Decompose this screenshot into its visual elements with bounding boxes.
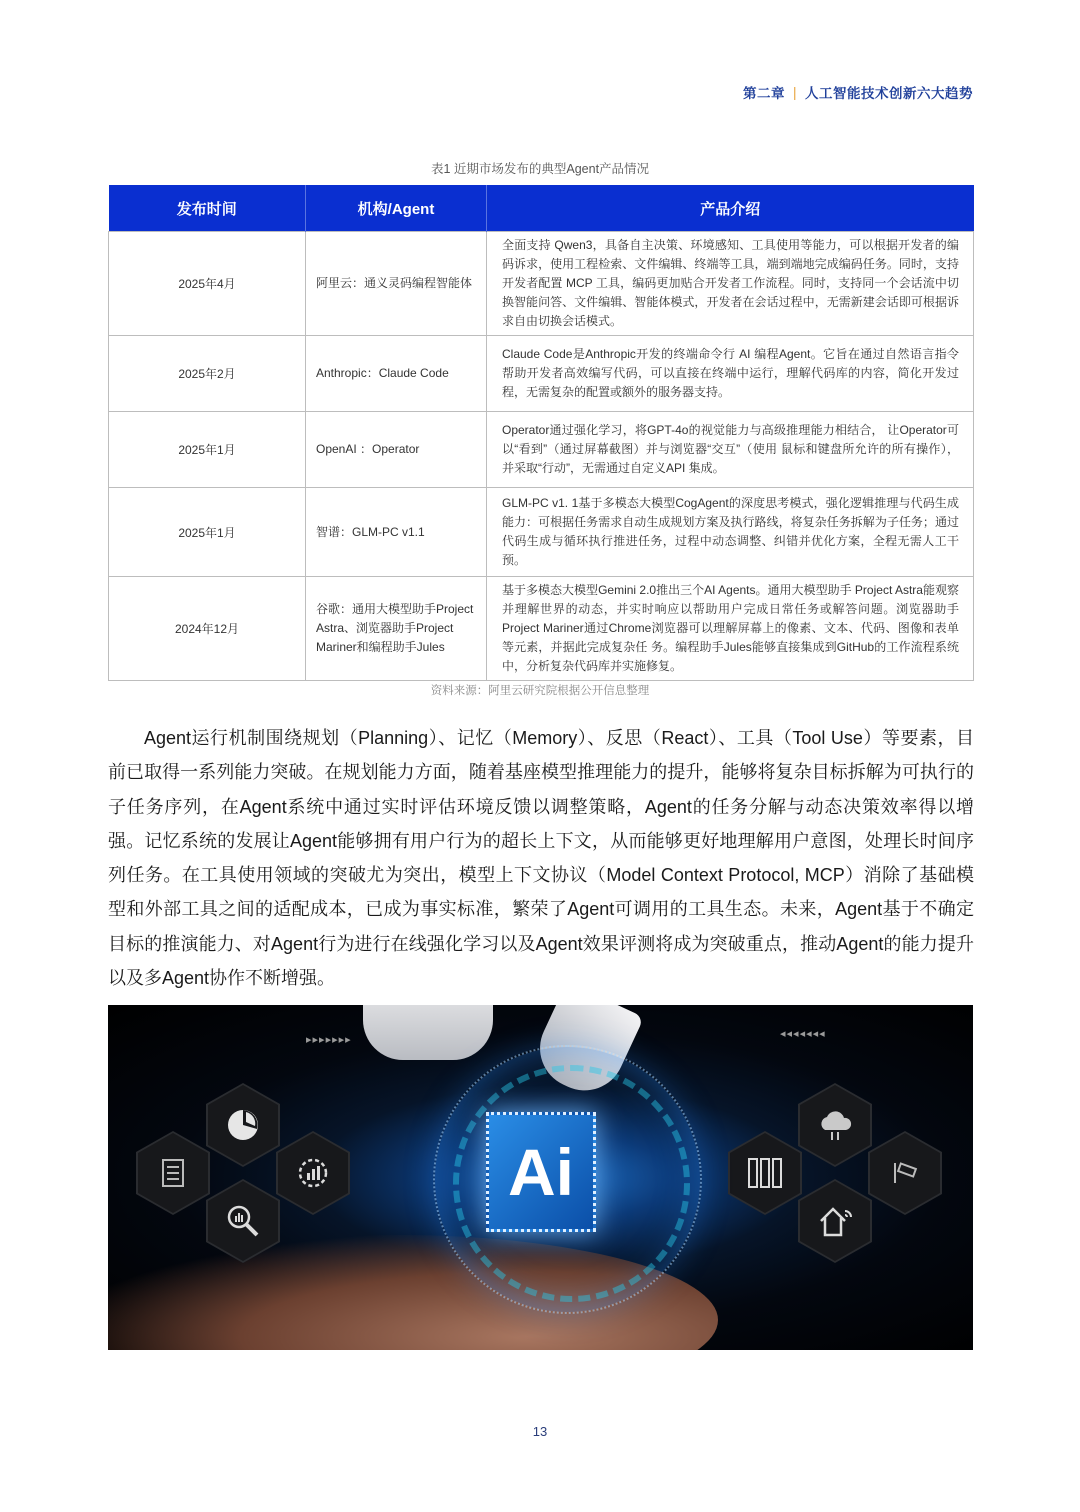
cell-date: 2024年12月 (109, 577, 306, 681)
table-header-row (109, 185, 974, 232)
server-icon (728, 1131, 802, 1215)
table-row (109, 577, 974, 681)
cell-desc: 全面支持 Qwen3，具备自主决策、环境感知、工具使用等能力，可以根据开发者的编码诉求，使用工程检索、文件编辑、终端等工具，端到端地完成编码任务。同时，支持开发者配置 MCP 工具，编码更加贴合开发者工作流程。同时，支持同一个会话流中切换智能问答、文件编辑、智能体模式，开发者在会话过程中，无需新建会话即可根据诉求自由切换会话模式。 (487, 232, 974, 336)
cell-date: 2025年1月 (109, 488, 306, 577)
arrows-left-icon: ▸▸▸▸▸▸▸ (306, 1034, 352, 1046)
smart-home-icon (798, 1179, 872, 1263)
table-source-note: 资料来源：阿里云研究院根据公开信息整理 (430, 685, 650, 697)
camera-icon (868, 1131, 942, 1215)
cell-org: OpenAI ：Operator (306, 412, 487, 488)
table-row (109, 412, 974, 488)
cell-date: 2025年4月 (109, 232, 306, 336)
robot-hand-shape (363, 1005, 493, 1060)
table-row (109, 232, 974, 336)
column-header-desc: 产品介绍 (487, 185, 974, 232)
gear-chart-icon (276, 1131, 350, 1215)
arrows-right-icon: ◂◂◂◂◂◂◂ (780, 1028, 826, 1040)
table-row (109, 336, 974, 412)
column-header-date: 发布时间 (109, 185, 306, 232)
page-number: 13 (532, 1424, 548, 1439)
cell-desc: 基于多模态大模型Gemini 2.0推出三个AI Agents。通用大模型助手 Project Astra能观察并理解世界的动态，并实时响应以帮助用户完成日常任务或解答问题。浏览器助手Project Mariner通过Chrome浏览器可以理解屏幕上的像素、文本、代码、图像和表单等元素，并据此完成复杂任 务。编程助手Jules能够直接集成到GitHub的工作流程系统中，分析复杂代码库并实施修复。 (487, 577, 974, 681)
cloud-icon (798, 1083, 872, 1167)
header-separator: | (792, 84, 797, 100)
table-caption: 表1 近期市场发布的典型Agent产品情况 (430, 162, 650, 176)
chapter-label: 第二章 (742, 86, 785, 101)
cell-desc: Claude Code是Anthropic开发的终端命令行 AI 编程Agent。它旨在通过自然语言指令帮助开发者高效编写代码，可以直接在终端中运行，理解代码库的内容，简化开发过程，无需复杂的配置或额外的服务器支持。 (487, 336, 974, 412)
cell-org: 谷歌：通用大模型助手Project Astra、浏览器助手Project Mariner和编程助手Jules (306, 577, 487, 681)
body-paragraph: Agent运行机制围绕规划（Planning）、记忆（Memory）、反思（React）、工具（Tool Use）等要素，目前已取得一系列能力突破。在规划能力方面，随着基座模型推理能力的提升，能够将复杂目标拆解为可执行的子任务序列，在Agent系统中通过实时评估环境反馈以调整策略，Agent的任务分解与动态决策效率得以增强。记忆系统的发展让Agent能够拥有用户行为的超长上下文，从而能够更好地理解用户意图，处理长时间序列任务。在工具使用领域的突破尤为突出，模型上下文协议（Model Context Protocol, MCP）消除了基础模型和外部工具之间的适配成本，已成为事实标准，繁荣了Agent可调用的工具生态。未来，Agent基于不确定目标的推演能力、对Agent行为进行在线强化学习以及Agent效果评测将成为突破重点，推动Agent的能力提升以及多Agent协作不断增强。 (108, 728, 974, 989)
ai-chip-icon: Ai (486, 1112, 596, 1232)
cell-org: Anthropic：Claude Code (306, 336, 487, 412)
cell-org: 阿里云：通义灵码编程智能体 (306, 232, 487, 336)
table-row (109, 488, 974, 577)
checklist-icon (136, 1131, 210, 1215)
cell-date: 2025年2月 (109, 336, 306, 412)
chapter-title: 人工智能技术创新六大趋势 (805, 86, 973, 101)
cell-org: 智谱：GLM-PC v1.1 (306, 488, 487, 577)
running-header (743, 82, 973, 102)
column-header-org: 机构/Agent (306, 185, 487, 232)
cell-desc: Operator通过强化学习，将GPT-4o的视觉能力与高级推理能力相结合， 让Operator可以“看到”（通过屏幕截图）并与浏览器“交互”（使用 鼠标和键盘所允许的所有操作），并采取“行动”，无需通过自定义API 集成。 (487, 412, 974, 488)
cell-desc: GLM-PC v1. 1基于多模态大模型CogAgent的深度思考模式，强化逻辑推理与代码生成能力：可根据任务需求自动生成规划方案及执行路线，将复杂任务拆解为子任务；通过代码生成与循环执行推进任务，过程中动态调整、纠错并优化方案，全程无需人工干预。 (487, 488, 974, 577)
agent-products-table (108, 185, 974, 681)
cell-date: 2025年1月 (109, 412, 306, 488)
pie-chart-icon (206, 1083, 280, 1167)
ai-illustration (108, 1005, 973, 1350)
